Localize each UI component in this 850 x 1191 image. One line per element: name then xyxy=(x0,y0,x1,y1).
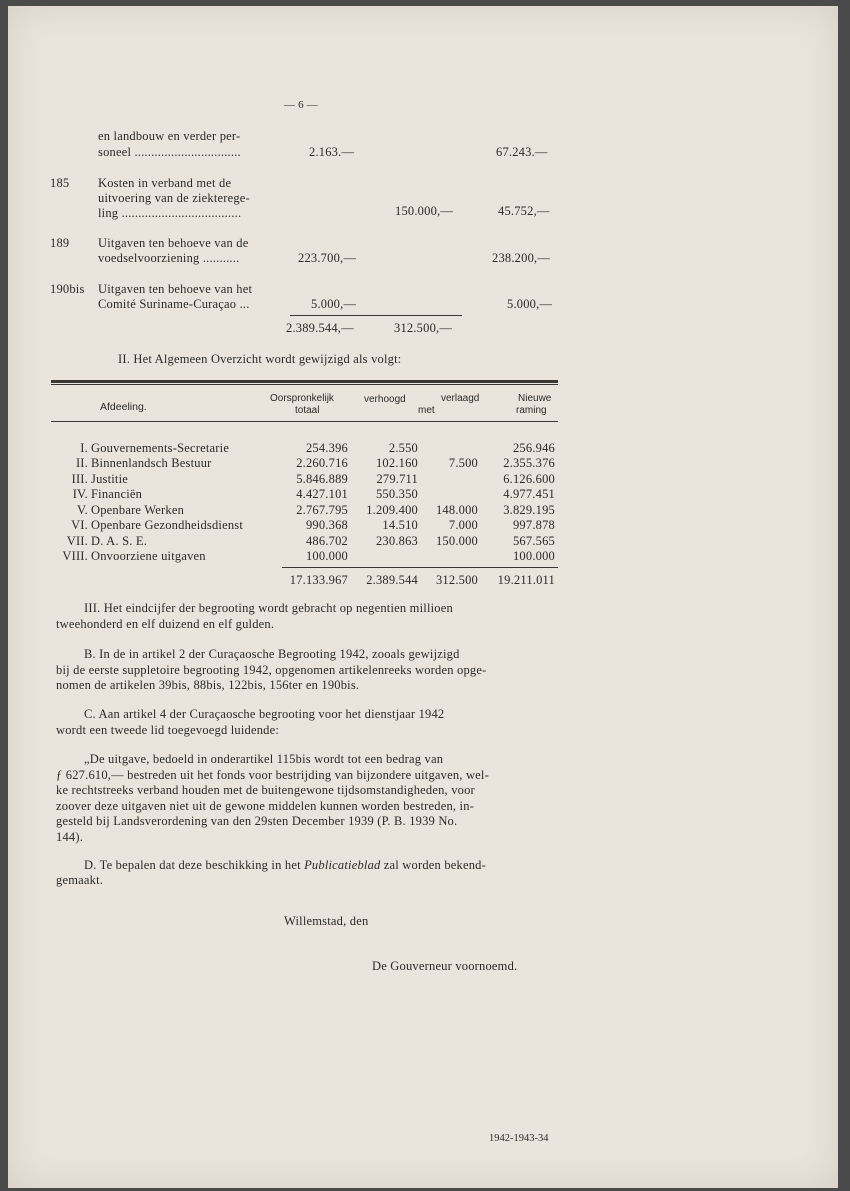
table-top-rule xyxy=(51,380,558,383)
row-increased: 2.550 xyxy=(388,441,418,455)
header-department: Afdeeling. xyxy=(100,401,147,413)
row-original: 486.702 xyxy=(305,534,348,548)
header-decreased: verlaagd xyxy=(441,393,480,404)
row-new: 2.355.376 xyxy=(503,456,555,470)
header-new-2: raming xyxy=(516,405,547,416)
paragraph-c-line: C. Aan artikel 4 der Curaçaosche begrooting voor het dienstjaar 1942 xyxy=(84,707,445,721)
closing-signatory: De Gouverneur voornoemd. xyxy=(372,959,518,973)
item-line: ling .................................... xyxy=(98,206,242,220)
row-name: Justitie xyxy=(91,472,129,486)
header-original-1: Oorspronkelijk xyxy=(270,393,334,404)
total-decreased: 312.500 xyxy=(435,573,478,587)
total-new: 19.211.011 xyxy=(497,573,555,587)
row-name: Openbare Gezondheidsdienst xyxy=(91,518,244,532)
quote-line: „De uitgave, bedoeld in onderartikel 115bis wordt tot een bedrag van xyxy=(84,752,444,766)
quote-line: zoover deze uitgaven niet uit de gewone middelen kunnen worden bestreden, in- xyxy=(56,799,475,813)
item-line: uitvoering van de ziekterege- xyxy=(98,191,250,205)
row-increased: 279.711 xyxy=(376,472,418,486)
header-rule xyxy=(51,421,558,422)
archive-mark: 1942-1943-34 xyxy=(489,1133,549,1144)
row-new: 567.565 xyxy=(512,534,555,548)
item-line: soneel ................................ xyxy=(98,145,241,159)
closing-place: Willemstad, den xyxy=(284,914,369,928)
row-original: 990.368 xyxy=(305,518,348,532)
row-numeral: I. xyxy=(80,441,88,455)
table-top-rule-thin xyxy=(51,384,558,385)
item-new: 5.000,— xyxy=(507,297,553,311)
item-original: 2.163.— xyxy=(309,145,355,159)
total-original: 17.133.967 xyxy=(289,573,348,587)
row-decreased: 150.000 xyxy=(435,534,478,548)
row-numeral: VIII. xyxy=(62,549,88,563)
paragraph-d-line xyxy=(84,858,486,873)
quote-line: gesteld bij Landsverordening van den 29sten December 1939 (P. B. 1939 No. xyxy=(56,814,458,828)
row-name: Financiën xyxy=(91,487,143,501)
row-decreased: 7.500 xyxy=(448,456,478,470)
row-original: 100.000 xyxy=(305,549,348,563)
quote-line: 144). xyxy=(56,830,84,844)
row-name: Onvoorziene uitgaven xyxy=(91,549,206,563)
row-new: 256.946 xyxy=(512,441,555,455)
item-line: Comité Suriname-Curaçao ... xyxy=(98,297,250,311)
item-line: Uitgaven ten behoeve van het xyxy=(98,282,253,296)
row-numeral: VI. xyxy=(71,518,88,532)
row-numeral: VII. xyxy=(66,534,88,548)
page-number: — 6 — xyxy=(284,99,318,111)
document-page xyxy=(8,6,838,1188)
paragraph-iii-line: III. Het eindcijfer der begrooting wordt gebracht op negentien millioen xyxy=(84,601,453,615)
row-original: 4.427.101 xyxy=(296,487,348,501)
row-original: 2.767.795 xyxy=(296,503,348,517)
row-new: 997.878 xyxy=(512,518,555,532)
header-new-1: Nieuwe xyxy=(518,393,552,404)
section-ii-heading: II. Het Algemeen Overzicht wordt gewijzigd als volgt: xyxy=(118,352,402,366)
totals-rule xyxy=(282,567,558,568)
row-name: Binnenlandsch Bestuur xyxy=(91,456,212,470)
item-new: 45.752,— xyxy=(498,204,550,218)
paragraph-c-line: wordt een tweede lid toegevoegd luidende: xyxy=(56,723,280,737)
paragraph-b-line: nomen de artikelen 39bis, 88bis, 122bis, 156ter en 190bis. xyxy=(56,678,360,692)
quote-line: ke rechtstreeks verband houden met de buitengewone tijdsomstandigheden, voor xyxy=(56,783,475,797)
item-line: Kosten in verband met de xyxy=(98,176,232,190)
row-original: 254.396 xyxy=(305,441,348,455)
row-numeral: V. xyxy=(77,503,88,517)
item-original: 223.700,— xyxy=(298,251,357,265)
paragraph-b-line: bij de eerste suppletoire begrooting 1942, opgenomen artikelenreeks worden opge- xyxy=(56,663,487,677)
quote-line: ƒ 627.610,— bestreden uit het fonds voor bestrijding van bijzondere uitgaven, wel- xyxy=(56,768,489,782)
paragraph-iii-line: tweehonderd en elf duizend en elf gulden. xyxy=(56,617,275,631)
row-numeral: III. xyxy=(71,472,88,486)
row-name: D. A. S. E. xyxy=(91,534,148,548)
row-increased: 550.350 xyxy=(375,487,418,501)
row-name: Openbare Werken xyxy=(91,503,185,517)
items-total-increase: 312.500,— xyxy=(394,321,453,335)
row-numeral: II. xyxy=(75,456,88,470)
row-increased: 230.863 xyxy=(375,534,418,548)
item-line: en landbouw en verder per- xyxy=(98,129,241,143)
paragraph-d-line: gemaakt. xyxy=(56,873,104,887)
row-increased: 1.209.400 xyxy=(366,503,418,517)
item-increase: 150.000,— xyxy=(395,204,454,218)
paragraph-b-line: B. In de in artikel 2 der Curaçaosche Begrooting 1942, zooals gewijzigd xyxy=(84,647,460,661)
item-code: 189 xyxy=(50,236,70,250)
item-new: 238.200,— xyxy=(492,251,551,265)
row-increased: 14.510 xyxy=(382,518,418,532)
item-code: 190bis xyxy=(50,282,85,296)
row-new: 6.126.600 xyxy=(503,472,555,486)
row-new: 100.000 xyxy=(512,549,555,563)
row-new: 3.829.195 xyxy=(503,503,555,517)
item-line: Uitgaven ten behoeve van de xyxy=(98,236,249,250)
row-decreased: 7.000 xyxy=(448,518,478,532)
item-new: 67.243.— xyxy=(496,145,548,159)
header-original-2: totaal xyxy=(295,405,320,416)
item-code: 185 xyxy=(50,176,70,190)
paragraph-d-text: D. Te bepalen dat deze beschikking in het xyxy=(84,858,305,872)
row-decreased: 148.000 xyxy=(435,503,478,517)
row-numeral: IV. xyxy=(72,487,88,501)
subtotal-rule xyxy=(290,315,462,316)
items-total-original: 2.389.544,— xyxy=(286,321,354,335)
header-met: met xyxy=(418,405,435,416)
row-original: 2.260.716 xyxy=(296,456,348,470)
item-original: 5.000,— xyxy=(311,297,357,311)
paragraph-d-text: zal worden bekend- xyxy=(380,858,486,872)
row-original: 5.846.889 xyxy=(296,472,348,486)
row-increased: 102.160 xyxy=(375,456,418,470)
row-new: 4.977.451 xyxy=(503,487,555,501)
item-line: voedselvoorziening ........... xyxy=(98,251,240,265)
row-name: Gouvernements-Secretarie xyxy=(91,441,230,455)
total-increased: 2.389.544 xyxy=(366,573,418,587)
publicatieblad-title: Publicatieblad xyxy=(304,858,381,872)
header-increased: verhoogd xyxy=(364,394,406,405)
